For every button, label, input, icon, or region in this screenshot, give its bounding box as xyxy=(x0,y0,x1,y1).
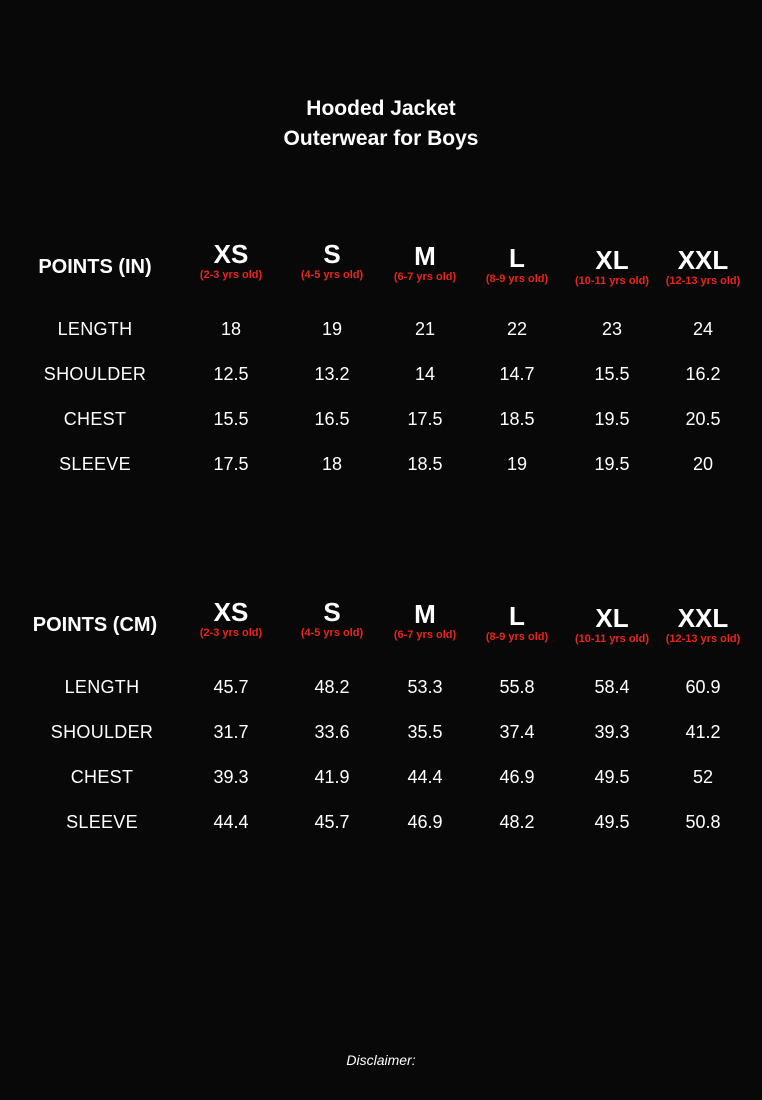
measurement-value: 37.4 xyxy=(499,722,535,742)
size-age-range: (10-11 yrs old) xyxy=(575,275,649,287)
measurement-value: 53.3 xyxy=(407,677,443,697)
measurement-value: 12.5 xyxy=(213,364,249,384)
size-code: L xyxy=(509,243,525,273)
measurement-value: 15.5 xyxy=(594,364,630,384)
measurement-value: 20 xyxy=(692,454,714,474)
measurement-value: 33.6 xyxy=(314,722,350,742)
measurement-value: 48.2 xyxy=(314,677,350,697)
size-code: S xyxy=(323,597,341,627)
measurement-value: 24 xyxy=(692,319,714,339)
measurement-value: 50.8 xyxy=(685,812,721,832)
size-code: XXL xyxy=(677,245,729,275)
size-age-range: (8-9 yrs old) xyxy=(485,273,549,285)
size-code: XL xyxy=(595,603,629,633)
measurement-label: CHEST xyxy=(70,767,134,787)
size-age-range: (4-5 yrs old) xyxy=(300,269,364,281)
measurement-label: SLEEVE xyxy=(59,454,131,474)
measurement-value: 52 xyxy=(692,767,714,787)
size-age-range: (12-13 yrs old) xyxy=(665,275,741,287)
measurement-value: 46.9 xyxy=(499,767,535,787)
measurement-value: 19 xyxy=(321,319,343,339)
measurement-value: 45.7 xyxy=(314,812,350,832)
measurement-value: 46.9 xyxy=(407,812,443,832)
measurement-value: 20.5 xyxy=(685,409,721,429)
measurement-value: 19.5 xyxy=(594,409,630,429)
size-age-range: (6-7 yrs old) xyxy=(393,629,457,641)
size-column-header xyxy=(183,598,279,640)
measurement-value: 23 xyxy=(601,319,623,339)
measurement-value: 44.4 xyxy=(407,767,443,787)
measurement-value: 45.7 xyxy=(213,677,249,697)
measurement-value: 41.9 xyxy=(314,767,350,787)
measurement-value: 60.9 xyxy=(685,677,721,697)
measurement-value: 17.5 xyxy=(213,454,249,474)
size-code: XS xyxy=(213,597,249,627)
measurement-value: 22 xyxy=(506,319,528,339)
measurement-value: 14.7 xyxy=(499,364,535,384)
measurement-value: 55.8 xyxy=(499,677,535,697)
disclaimer-text: Disclaimer: xyxy=(346,1052,416,1068)
title-line-product: Hooded Jacket xyxy=(306,97,456,120)
measurement-value: 16.5 xyxy=(314,409,350,429)
measurement-value: 39.3 xyxy=(594,722,630,742)
size-code: XL xyxy=(595,245,629,275)
size-column-header xyxy=(469,602,565,644)
size-column-header xyxy=(564,604,660,646)
measurement-label: LENGTH xyxy=(64,677,140,697)
size-column-header xyxy=(284,598,380,640)
size-column-header xyxy=(183,240,279,282)
measurement-label: SHOULDER xyxy=(50,722,154,742)
size-column-header xyxy=(469,244,565,286)
measurement-value: 18.5 xyxy=(407,454,443,474)
size-age-range: (12-13 yrs old) xyxy=(665,633,741,645)
measurement-value: 18 xyxy=(321,454,343,474)
size-column-header xyxy=(377,242,473,284)
page-title xyxy=(0,94,762,154)
size-column-header xyxy=(377,600,473,642)
size-code: M xyxy=(414,599,436,629)
measurement-value: 31.7 xyxy=(213,722,249,742)
size-code: S xyxy=(323,239,341,269)
size-code: M xyxy=(414,241,436,271)
size-column-header xyxy=(564,246,660,288)
measurement-value: 17.5 xyxy=(407,409,443,429)
title-line-category: Outerwear for Boys xyxy=(283,127,479,150)
measurement-value: 58.4 xyxy=(594,677,630,697)
measurement-value: 18 xyxy=(220,319,242,339)
size-age-range: (2-3 yrs old) xyxy=(199,269,263,281)
points-header: POINTS (CM) xyxy=(32,614,158,636)
measurement-value: 39.3 xyxy=(213,767,249,787)
measurement-value: 49.5 xyxy=(594,767,630,787)
size-column-header xyxy=(655,246,751,288)
measurement-label: CHEST xyxy=(63,409,127,429)
measurement-label: SHOULDER xyxy=(43,364,147,384)
measurement-value: 41.2 xyxy=(685,722,721,742)
measurement-value: 19.5 xyxy=(594,454,630,474)
measurement-value: 19 xyxy=(506,454,528,474)
measurement-value: 21 xyxy=(414,319,436,339)
measurement-label: LENGTH xyxy=(57,319,133,339)
measurement-value: 35.5 xyxy=(407,722,443,742)
size-age-range: (8-9 yrs old) xyxy=(485,631,549,643)
size-code: XXL xyxy=(677,603,729,633)
points-header: POINTS (IN) xyxy=(38,256,152,278)
size-code: L xyxy=(509,601,525,631)
measurement-value: 15.5 xyxy=(213,409,249,429)
measurement-value: 14 xyxy=(414,364,436,384)
size-column-header xyxy=(284,240,380,282)
size-column-header xyxy=(655,604,751,646)
measurement-value: 13.2 xyxy=(314,364,350,384)
measurement-value: 49.5 xyxy=(594,812,630,832)
measurement-label: SLEEVE xyxy=(66,812,138,832)
measurement-value: 48.2 xyxy=(499,812,535,832)
size-age-range: (2-3 yrs old) xyxy=(199,627,263,639)
size-code: XS xyxy=(213,239,249,269)
measurement-value: 16.2 xyxy=(685,364,721,384)
measurement-value: 44.4 xyxy=(213,812,249,832)
size-age-range: (10-11 yrs old) xyxy=(575,633,649,645)
measurement-value: 18.5 xyxy=(499,409,535,429)
size-age-range: (6-7 yrs old) xyxy=(393,271,457,283)
size-age-range: (4-5 yrs old) xyxy=(300,627,364,639)
